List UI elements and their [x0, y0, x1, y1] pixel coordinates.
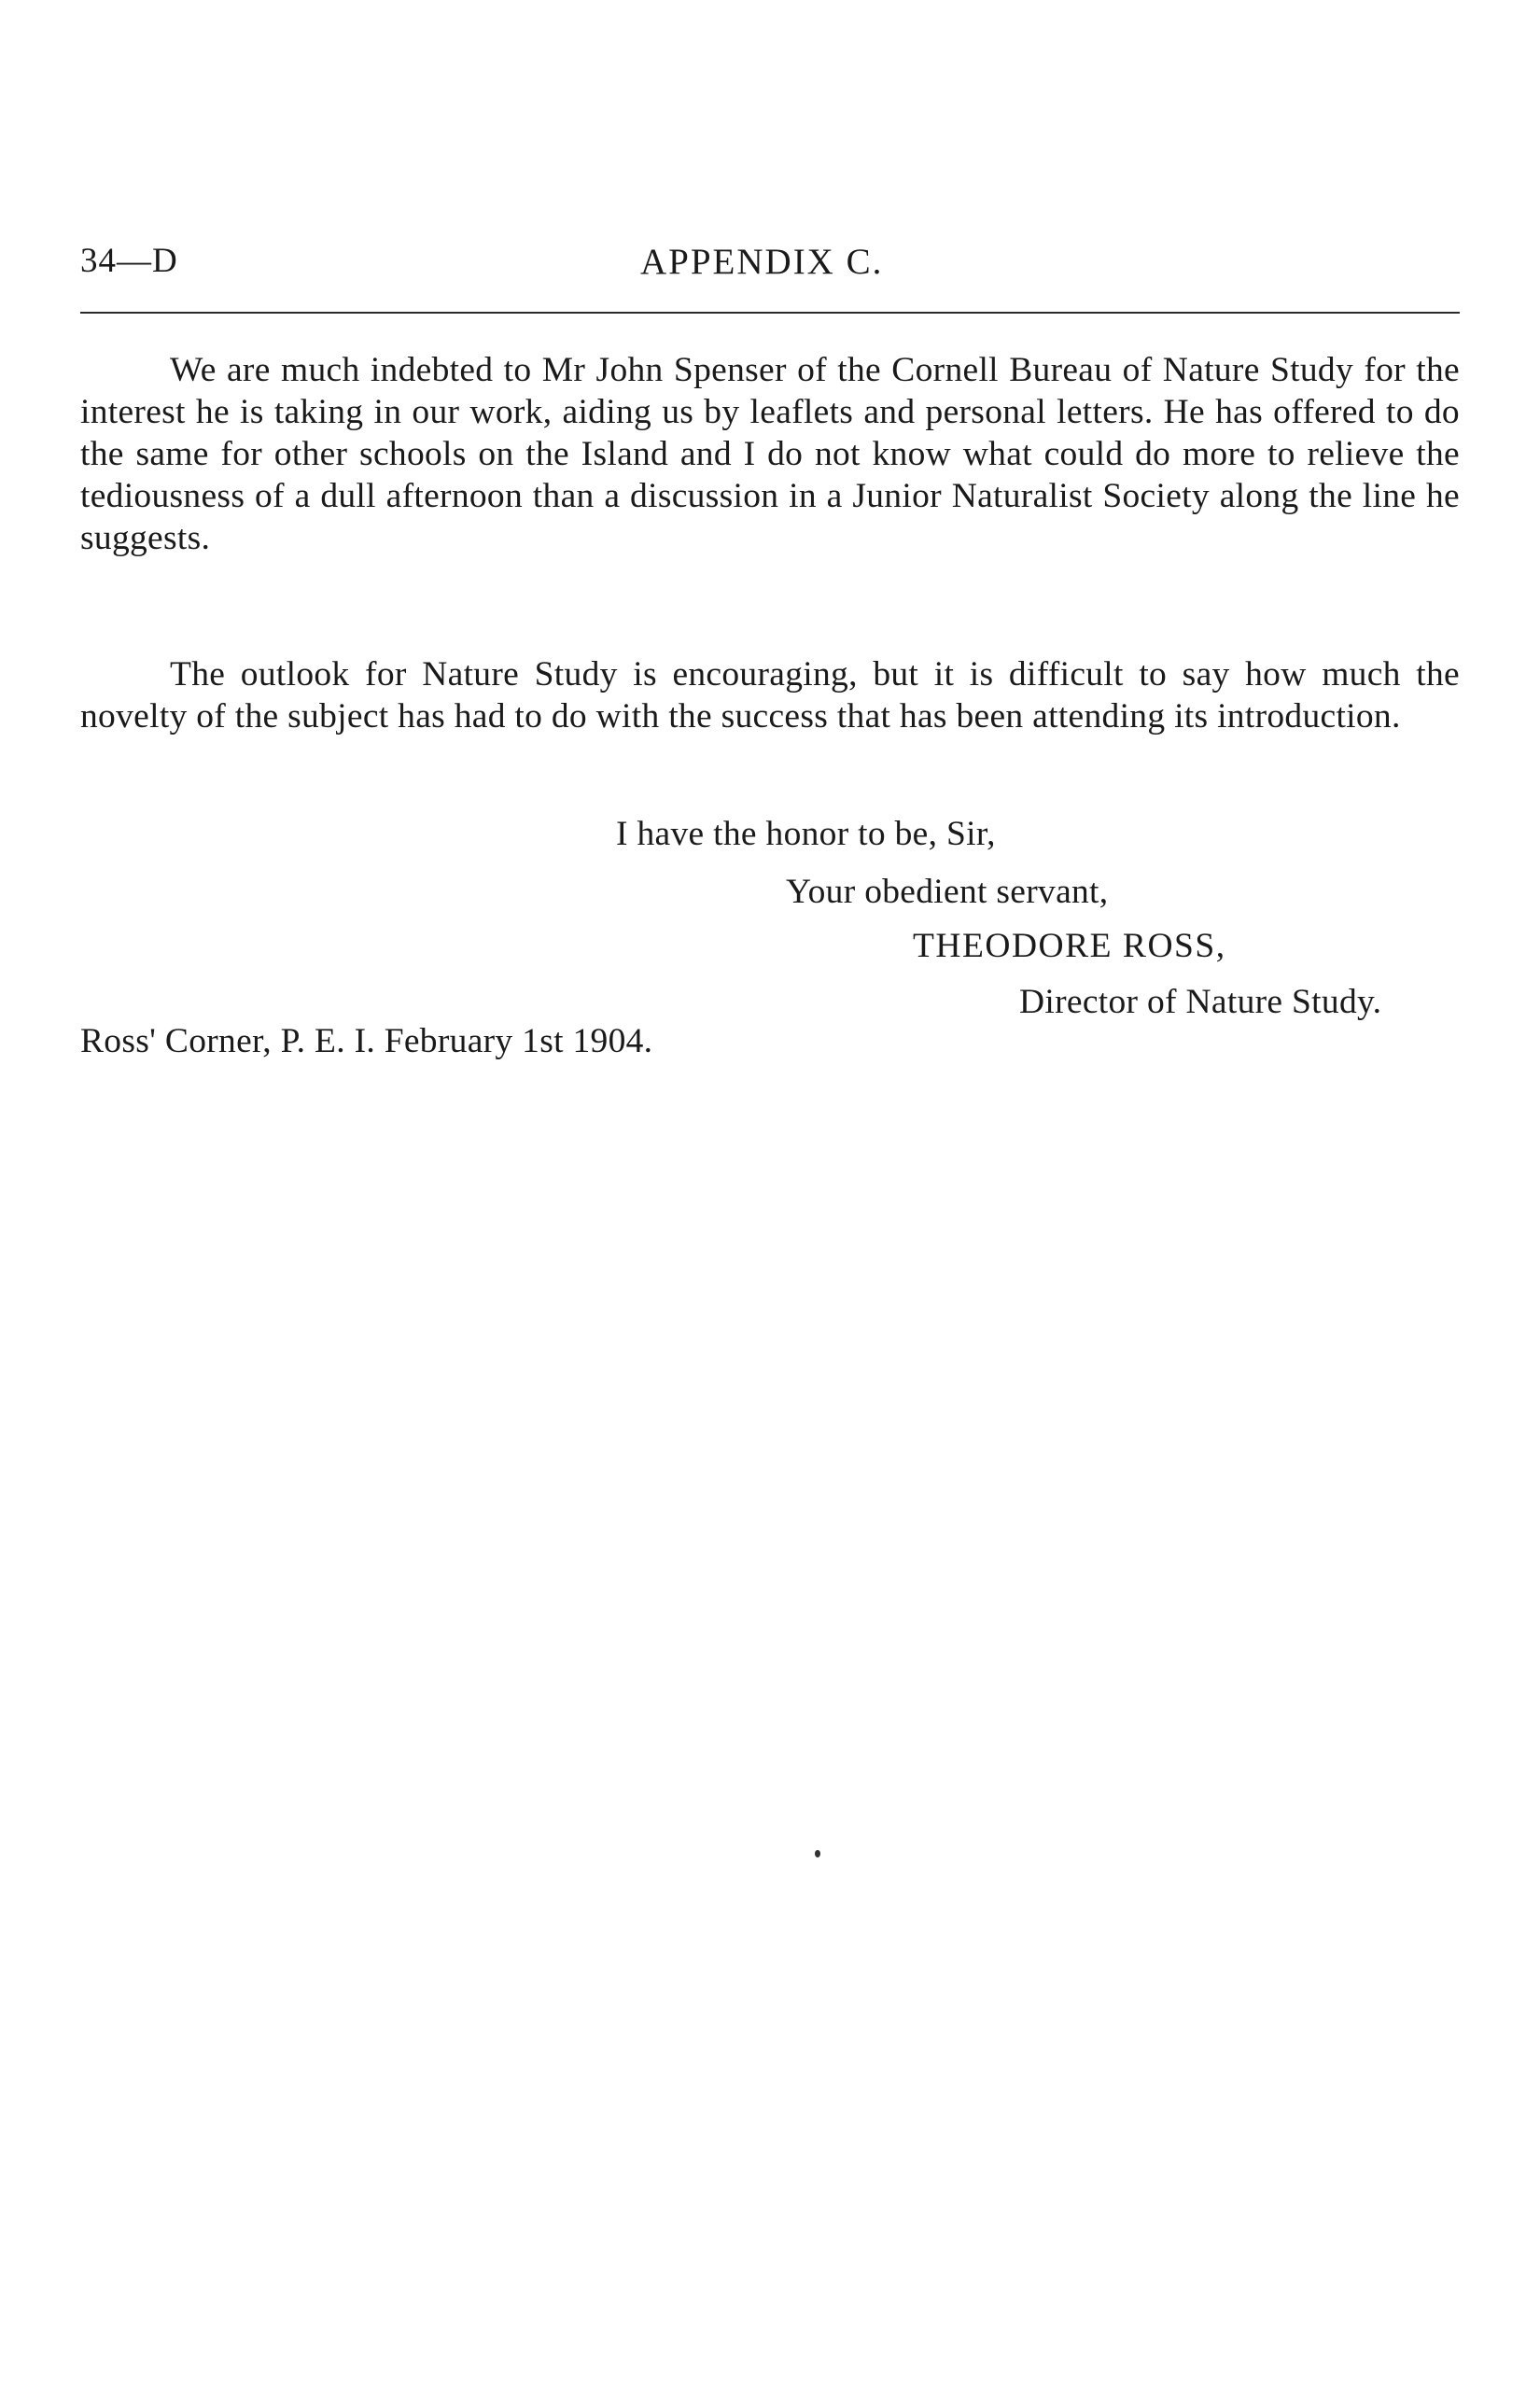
closing-valediction: Your obedient servant, — [786, 873, 1109, 911]
body-paragraph: The outlook for Nature Study is encouraging, but it is difficult to say how much the novelty of the subject has had to do with the success that has been attending its introduction. — [80, 655, 1460, 736]
page-number: 34—D — [80, 242, 178, 280]
signatory-name: THEODORE ROSS, — [913, 927, 1226, 965]
signatory-title: Director of Nature Study. — [1019, 983, 1382, 1021]
ink-speck — [815, 1850, 820, 1857]
body-paragraph: We are much indebted to Mr John Spenser of the Cornell Bureau of Nature Study for the interest he is taking in our work, aiding us by leaflets and personal letters. He has offered to do the same for other schools on the Island and I do not know what could do more to relieve the tediousness of a dull afternoon than a discussion in a Junior Naturalist Society along the line he suggests. — [80, 351, 1460, 557]
page-title: APPENDIX C. — [640, 242, 884, 282]
closing-salutation: I have the honor to be, Sir, — [616, 815, 996, 853]
place-and-date: Ross' Corner, P. E. I. February 1st 1904. — [80, 1022, 653, 1060]
header-rule — [80, 312, 1460, 314]
